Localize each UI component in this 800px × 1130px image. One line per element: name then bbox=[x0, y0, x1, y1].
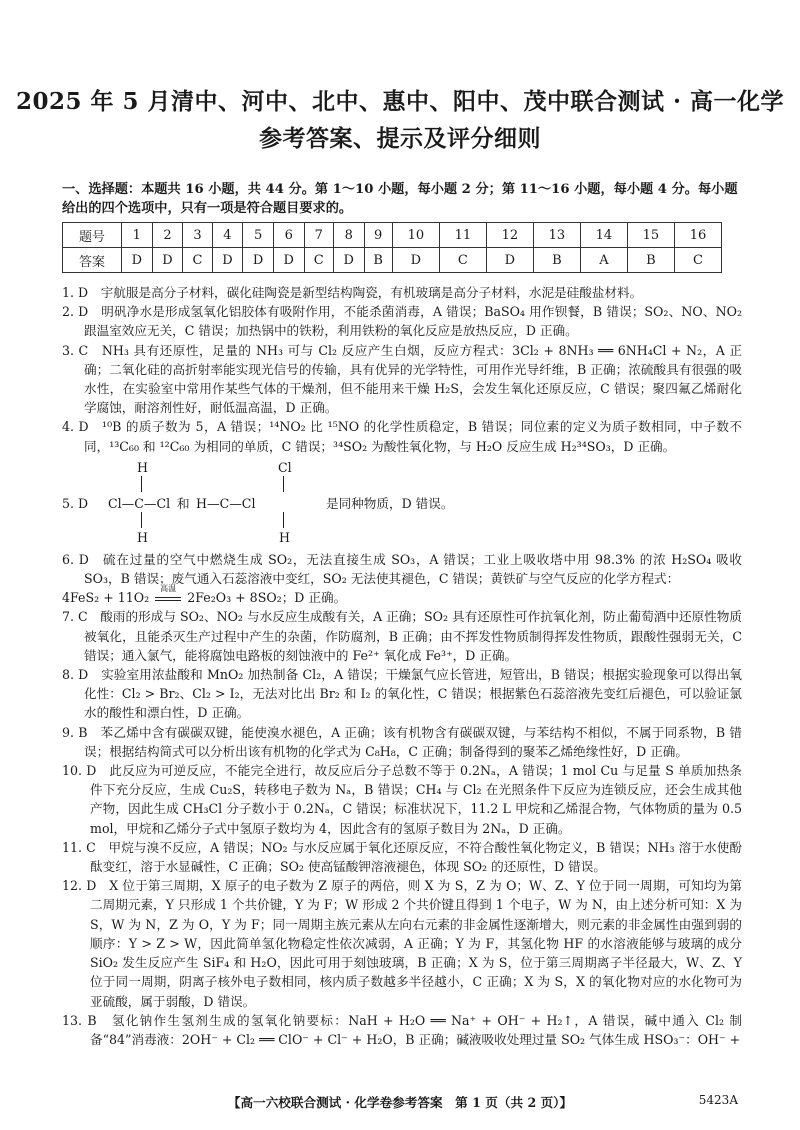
equals-sign-with-condition bbox=[153, 584, 183, 607]
answer-cell: D bbox=[273, 248, 304, 273]
bond-line bbox=[141, 512, 142, 528]
atom-cl-top-right: Cl bbox=[278, 459, 292, 475]
question-number: 7 bbox=[304, 223, 333, 248]
question-number: 10 bbox=[392, 223, 439, 248]
answer-cell: D bbox=[212, 248, 243, 273]
answer-table-number-row bbox=[63, 223, 722, 248]
question-number: 13 bbox=[533, 223, 580, 248]
question-number: 2 bbox=[152, 223, 183, 248]
question-number: 5 bbox=[243, 223, 274, 248]
explanation-q10: 10. D 此反应为可逆反应，不能完全进行，故反应后分子总数不等于 0.2Nₐ，A 错误；1 mol Cu 与足量 S 单质加热条件下充分反应，生成 Cu₂S，转移电子数为 Nₐ，B 错误；CH₄ 与 Cl₂ 在光照条件下反应为连锁反应，还会生成其他产物，因此生成 CH₃Cl 分子数小于 0.2Nₐ，C 错误；标准状况下，11.2 L 甲烷和乙烯混合物，气体物质的量为 0.5 mol，甲烷和乙烯分子式中氢原子数均为 4，因此含有的氢原子数目为 2Nₐ，D 正确。 bbox=[62, 763, 742, 836]
question-number: 3 bbox=[183, 223, 212, 248]
answer-cell: D bbox=[243, 248, 274, 273]
explanation-q4: 4. D ¹⁰B 的质子数为 5，A 错误；¹⁴NO₂ 比 ¹⁵NO 的化学性质稳定，B 错误；同位素的定义为质子数相同，中子数不同，¹³C₆₀ 和 ¹²C₆₀ 为相同的单质，C 错误；³⁴SO₂ 为酸性氧化物，与 H₂O 反应生成 H₂³⁴SO₃，D 正确。 bbox=[62, 419, 742, 454]
q5-left-formula: Cl—C—Cl bbox=[108, 495, 171, 511]
bond-line bbox=[283, 476, 284, 492]
question-number: 16 bbox=[674, 223, 721, 248]
question-number: 12 bbox=[486, 223, 533, 248]
atom-h-bottom-left: H bbox=[137, 529, 148, 545]
question-number: 4 bbox=[212, 223, 243, 248]
reaction-condition: 高温 bbox=[160, 584, 177, 594]
answer-cell: A bbox=[580, 248, 627, 273]
question-number: 8 bbox=[333, 223, 364, 248]
answer-cell: D bbox=[486, 248, 533, 273]
bond-line bbox=[283, 512, 284, 528]
question-number: 11 bbox=[439, 223, 486, 248]
q5-suffix: 是同种物质，D 错误。 bbox=[326, 495, 454, 511]
explanation-q9: 9. B 苯乙烯中含有碳碳双键，能使溴水褪色，A 正确；该有机物含有碳碳双键，与苯结构不相似，不属于同系物，B 错误；根据结构简式可以分析出该有机物的化学式为 C₈H₈，C 正确；制备得到的聚苯乙烯绝缘性好，D 正确。 bbox=[62, 724, 742, 759]
row-label: 答案 bbox=[63, 248, 122, 273]
question-number: 1 bbox=[122, 223, 153, 248]
explanation-q5 bbox=[62, 456, 742, 550]
explanation-q3: 3. C NH₃ 具有还原性，足量的 NH₃ 可与 Cl₂ 反应产生白烟，反应方程式：3Cl₂ + 8NH₃ ══ 6NH₄Cl + N₂，A 正确；二氧化硅的高折射率能实现光信号的传输，具有优异的光学特性，可用作光导纤维，B 正确；浓硫酸具有很强的吸水性，在实验室中常用作某些气体的干燥剂，但不能用来干燥 H₂S，会发生氧化还原反应，C 错误；聚四氟乙烯耐化学腐蚀，耐溶剂性好，耐低温高温，D 正确。 bbox=[62, 342, 742, 416]
q6-eq-right: 2Fe₂O₃ + 8SO₂；D 正确。 bbox=[187, 590, 347, 606]
document-code: 5423A bbox=[698, 1093, 738, 1107]
answer-explanations bbox=[62, 283, 742, 1049]
bond-line bbox=[141, 476, 142, 492]
answer-table bbox=[62, 222, 722, 273]
answer-table-answer-row bbox=[63, 248, 722, 273]
q5-right-formula-wrap bbox=[196, 494, 255, 513]
atom-h-bottom-right: H bbox=[279, 529, 290, 545]
page-footer: 【高一六校联合测试 · 化学卷参考答案 第 1 页（共 2 页）】 bbox=[227, 1095, 573, 1110]
answer-cell: C bbox=[183, 248, 212, 273]
answer-cell: B bbox=[364, 248, 392, 273]
atom-h-top-left: H bbox=[137, 459, 148, 475]
answer-cell: C bbox=[439, 248, 486, 273]
question-number: 6 bbox=[273, 223, 304, 248]
explanation-q1: 1. D 宇航服是高分子材料，碳化硅陶瓷是新型结构陶瓷，有机玻璃是高分子材料，水泥是硅酸盐材料。 bbox=[62, 285, 643, 300]
answer-cell: D bbox=[152, 248, 183, 273]
q6-eq-left: 4FeS₂ + 11O₂ bbox=[62, 590, 150, 606]
explanation-q13: 13. B 氢化钠作生氢剂生成的氢氧化钠要标：NaH + H₂O ══ Na⁺ + OH⁻ + H₂↑，A 错误，碱中通入 Cl₂ 制备“84”消毒液：2OH⁻ + Cl₂ ══ ClO⁻ + Cl⁻ + H₂O，B 正确；碱液吸收处理过量 SO₂ 气体生成 HSO₃⁻：OH⁻ + bbox=[62, 1012, 742, 1047]
q5-and: 和 bbox=[177, 495, 190, 511]
explanation-q12: 12. D X 位于第三周期，X 原子的电子数为 Z 原子的两倍，则 X 为 S，Z 为 O；W、Z、Y 位于同一周期，可知均为第二周期元素，Y 只形成 1 个共价键，Y 为 F；W 形成 2 个共价键且得到 1 个电子，W 为 N，由上述分析可知：X 为 S，W 为 N，Z 为 O，Y 为 F；同一周期主族元素从左向右元素的非金属性逐渐增大，则元素的非金属性由强到弱的顺序：Y > Z > W，因此简单氢化物稳定性依次减弱，A 正确；Y 为 F，其氢化物 HF 的水溶液能够与玻璃的成分 SiO₂ 发生反应产生 SiF₄ 和 H₂O，因此可用于刻蚀玻璃，B 正确；X 为 S，位于第三周期离子半径最大，W、Z、Y 位于同一周期，阴离子核外电子数相同，核内质子数越多半径越小，C 正确；X 为 S，X 的氧化物对应的水化物可为亚硫酸，属于弱酸，D 错误。 bbox=[62, 878, 742, 1009]
explanation-q11: 11. C 甲烷与溴不反应，A 错误；NO₂ 与水反应属于氧化还原反应，不符合酸性氧化物定义，B 错误；NH₃ 溶于水使酚酞变红，溶于水显碱性，C 正确；SO₂ 使高锰酸钾溶液褪色，体现 SO₂ 的还原性，D 错误。 bbox=[62, 839, 742, 875]
q5-right-formula: H—C—Cl bbox=[196, 495, 256, 511]
answer-cell: B bbox=[627, 248, 674, 273]
q6-equation bbox=[62, 584, 742, 607]
answer-cell: D bbox=[333, 248, 364, 273]
answer-cell: C bbox=[674, 248, 721, 273]
explanation-q2: 2. D 明矾净水是形成氢氧化铝胶体有吸附作用，不能杀菌消毒，A 错误；BaSO₄ 用作钡餐，B 错误；SO₂、NO、NO₂ 跟温室效应无关，C 错误；加热锅中的铁粉，利用铁粉的氧化反应是放热反应，D 正确。 bbox=[62, 304, 742, 339]
row-label: 题号 bbox=[63, 223, 122, 248]
page-title: 2025 年 5 月清中、河中、北中、惠中、阳中、茂中联合测试 · 高一化学 bbox=[15, 88, 785, 115]
answer-cell: D bbox=[392, 248, 439, 273]
q5-prefix: 5. D bbox=[62, 495, 89, 511]
explanation-q6: 6. D 硫在过量的空气中燃烧生成 SO₂，无法直接生成 SO₃，A 错误；工业上吸收塔中用 98.3% 的浓 H₂SO₄ 吸收 SO₃，B 错误；废气通入石蕊溶液中变红，SO₂ 无法使其褪色，C 错误；黄铁矿与空气反应的化学方程式： bbox=[62, 551, 742, 587]
explanation-q8: 8. D 实验室用浓盐酸和 MnO₂ 加热制备 Cl₂，A 错误；干燥氯气应长管进，短管出，B 错误；根据实验现象可以得出氧化性：Cl₂ > Br₂、Cl₂ > I₂，无法对比出 Br₂ 和 I₂ 的氧化性，C 错误；根据紫色石蕊溶液先变红后褪色，可以验证氯水的酸性和漂白性，D 正确。 bbox=[62, 667, 742, 721]
explanation-q7: 7. C 酸雨的形成与 SO₂、NO₂ 与水反应生成酸有关，A 正确；SO₂ 具有还原性可作抗氧化剂，防止葡萄酒中还原性物质被氧化，且能杀灭生产过程中产生的杂菌，作防腐剂，B 正确；由不挥发性物质制得挥发性物质，跟酸性强弱无关，C 错误；通入氯气，能将腐蚀电路板的刻蚀液中的 Fe²⁺ 氧化成 Fe³⁺，D 正确。 bbox=[62, 609, 742, 663]
question-number: 14 bbox=[580, 223, 627, 248]
answer-cell: B bbox=[533, 248, 580, 273]
question-number: 15 bbox=[627, 223, 674, 248]
page-subtitle: 参考答案、提示及评分细则 bbox=[259, 125, 541, 152]
section-heading: 一、选择题：本题共 16 小题，共 44 分。第 1～10 小题，每小题 2 分；第 11～16 小题，每小题 4 分。每小题给出的四个选项中，只有一项是符合题目要求的。 bbox=[62, 182, 738, 216]
answer-cell: C bbox=[304, 248, 333, 273]
question-number: 9 bbox=[364, 223, 392, 248]
answer-cell: D bbox=[122, 248, 153, 273]
